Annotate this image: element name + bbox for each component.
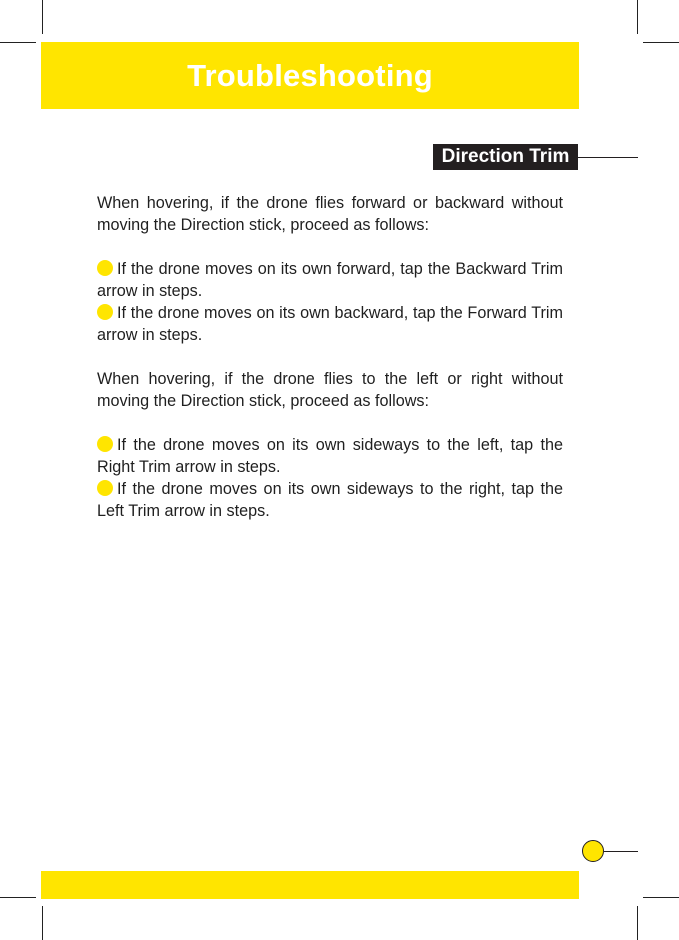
bullet-item — [97, 258, 563, 302]
yellow-circle-bullet-icon — [97, 436, 113, 452]
crop-mark — [42, 0, 43, 34]
crop-mark — [643, 42, 679, 43]
paragraph-gap — [97, 346, 563, 368]
footer-band — [41, 871, 579, 899]
bullet-item — [97, 434, 563, 478]
paragraph-gap — [97, 236, 563, 258]
bullet-right-text: If the drone moves on its own sideways to the right, tap the Left Trim arrow in steps. — [97, 480, 563, 520]
yellow-circle-bullet-icon — [97, 304, 113, 320]
intro-forward-backward: When hovering, if the drone flies forward or backward without moving the Direction stick, proceed as follows: — [97, 194, 563, 234]
section-rule — [578, 157, 638, 158]
yellow-circle-bullet-icon — [97, 480, 113, 496]
crop-mark — [0, 42, 36, 43]
crop-mark — [0, 897, 36, 898]
bullet-item — [97, 302, 563, 346]
page-marker-rule — [604, 851, 638, 852]
page-marker-dot — [582, 840, 604, 862]
paragraph-gap — [97, 412, 563, 434]
bullet-left-text: If the drone moves on its own sideways to the left, tap the Right Trim arrow in steps. — [97, 436, 563, 476]
intro-left-right: When hovering, if the drone flies to the left or right without moving the Direction stick, proceed as follows: — [97, 370, 563, 410]
body-text — [97, 192, 563, 522]
page-title: Troubleshooting — [187, 57, 433, 93]
crop-mark — [643, 897, 679, 898]
bullet-backward-text: If the drone moves on its own backward, tap the Forward Trim arrow in steps. — [97, 304, 563, 344]
bullet-item — [97, 478, 563, 522]
yellow-circle-bullet-icon — [97, 260, 113, 276]
header-band — [41, 42, 579, 109]
bullet-forward-text: If the drone moves on its own forward, tap the Backward Trim arrow in steps. — [97, 260, 563, 300]
crop-mark — [42, 906, 43, 940]
section-tag: Direction Trim — [433, 144, 578, 170]
crop-mark — [637, 906, 638, 940]
crop-mark — [637, 0, 638, 34]
